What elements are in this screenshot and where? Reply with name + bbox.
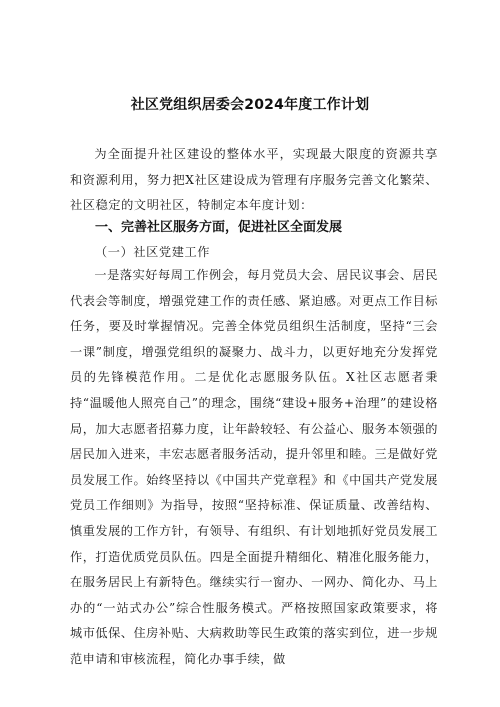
document-title: 社区党组织居委会2024年度工作计划 [130, 97, 370, 113]
subsection-heading: （一）社区党建工作 [95, 245, 211, 259]
intro-paragraph: 为全面提升社区建设的整体水平，实现最大限度的资源共享和资源利用，努力把X社区建设成为管理有序服务完善文化繁荣、社区稳定的文明社区，特制定本年度计划： [70, 147, 438, 212]
section-heading: 一、完善社区服务方面，促进社区全面发展 [95, 220, 343, 235]
body-paragraph: 一是落实好每周工作例会，每月党员大会、居民议事会、居民代表会等制度，增强党建工作的责任感、紧迫感。对更点工作目标任务，要及时掌握情况。完善全体党员组织生活制度，坚持“三会一课”制度，增强党组织的凝聚力、战斗力，以更好地充分发挥党员的先锋模范作用。二是优化志愿服务队伍。X社区志愿者秉持“温暖他人照亮自己”的理念，围绕“建设+服务+治理”的建设格局，加大志愿者招募力度，让年龄较轻、有公益心、服务本领强的居民加入进来，丰宏志愿者服务活动，提升邻里和睦。三是做好党员发展工作。始终坚持以《中国共产党章程》和《中国共产党发展党员工作细则》为指导，按照“坚持标准、保证质量、改善结构、慎重发展的工作方针，有领导、有组织、有计划地抓好党员发展工作，打造优质党员队伍。四是全面提升精细化、精准化服务能力，在服务居民上有新特色。继续实行一窗办、一网办、简化办、马上办的“一站式办公”综合性服务模式。严格按照国家政策要求，将城市低保、住房补贴、大病救助等民生政策的落实到位，进一步规范申请和审核流程，简化办事手续，做 [70, 268, 438, 666]
